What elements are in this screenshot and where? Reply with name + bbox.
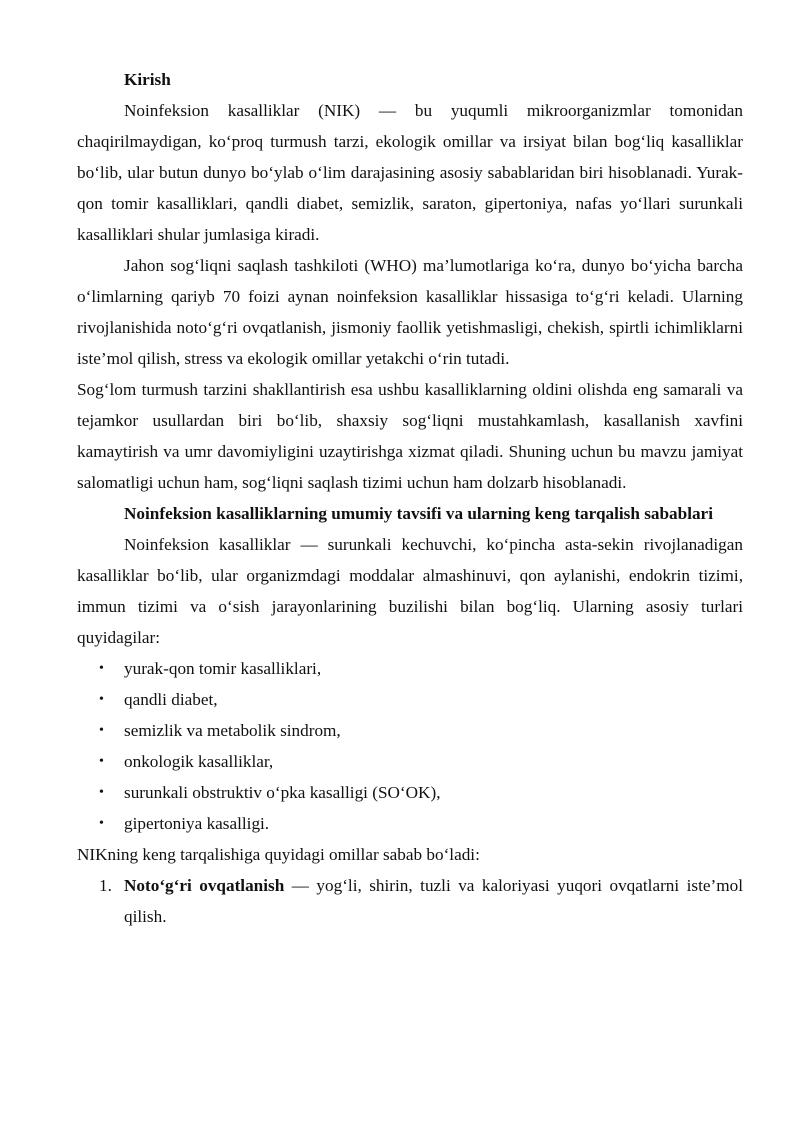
bullet-icon: • xyxy=(99,816,104,831)
item-text: — yog‘li, shirin, tuzli va kaloriyasi yuqori ovqatlarni iste’mol qilish. xyxy=(124,876,743,926)
list-item-text: qandli diabet, xyxy=(124,690,218,709)
bullet-icon: • xyxy=(99,692,104,707)
intro-heading: Kirish xyxy=(124,70,171,89)
intro-paragraph-1: Noinfeksion kasalliklar (NIK) — bu yuqumli mikroorganizmlar tomonidan chaqirilmaydigan, ko‘proq turmush tarzi, ekologik omillar va irsiyat bilan bog‘liq kasalliklar bo‘lib, ular butun dunyo bo‘ylab o‘lim darajasining asosiy sabablaridan biri hisoblanadi. Yurak-qon tomir kasalliklari, qandli diabet, semizlik, saraton, gipertoniya, nafas yo‘llari surunkali kasalliklari shular jumlasiga kiradi. xyxy=(77,101,743,244)
list-item xyxy=(77,684,743,715)
numbered-item xyxy=(77,870,743,932)
list-item xyxy=(77,777,743,808)
intro-paragraph-3: Sog‘lom turmush tarzini shakllantirish esa ushbu kasalliklarning oldini olishda eng samarali va tejamkor usullardan biri bo‘lib, shaxsiy sog‘liqni mustahkamlash, kasallanish xavfini kamaytirish va umr davomiyligini uzaytirishga xizmat qiladi. Shuning uchun bu mavzu jamiyat salomatligi uchun ham, sog‘liqni saqlash tizimi uchun ham dolzarb hisoblanadi. xyxy=(77,380,743,492)
item-number: 1. xyxy=(99,876,112,895)
causes-list xyxy=(77,870,743,932)
list-item xyxy=(77,653,743,684)
list-item-text: semizlik va metabolik sindrom, xyxy=(124,721,341,740)
list-item xyxy=(77,715,743,746)
section-heading: Noinfeksion kasalliklarning umumiy tavsifi va ularning keng tarqalish sabablari xyxy=(124,504,713,523)
bullet-icon: • xyxy=(99,723,104,738)
ncd-types-list xyxy=(77,653,743,839)
list-item-text: surunkali obstruktiv o‘pka kasalligi (SO‘OK), xyxy=(124,783,441,802)
bullet-icon: • xyxy=(99,661,104,676)
bullet-icon: • xyxy=(99,785,104,800)
bullet-icon: • xyxy=(99,754,104,769)
document-page xyxy=(77,64,743,932)
list-item xyxy=(77,808,743,839)
list-item-text: gipertoniya kasalligi. xyxy=(124,814,270,833)
list-item-text: yurak-qon tomir kasalliklari, xyxy=(124,659,322,678)
item-bold-term: Noto‘g‘ri ovqatlanish xyxy=(124,876,285,895)
section-paragraph-2: NIKning keng tarqalishiga quyidagi omillar sabab bo‘ladi: xyxy=(77,845,480,864)
section-paragraph-1: Noinfeksion kasalliklar — surunkali kechuvchi, ko‘pincha asta-sekin rivojlanadigan kasalliklar bo‘lib, ular organizmdagi moddalar almashinuvi, qon aylanishi, endokrin tizimi, immun tizimi va o‘sish jarayonlarining buzilishi bilan bog‘liq. Ularning asosiy turlari quyidagilar: xyxy=(77,535,743,647)
list-item xyxy=(77,746,743,777)
list-item-text: onkologik kasalliklar, xyxy=(124,752,274,771)
intro-paragraph-2: Jahon sog‘liqni saqlash tashkiloti (WHO) ma’lumotlariga ko‘ra, dunyo bo‘yicha barcha o‘limlarning qariyb 70 foizi aynan noinfeksion kasalliklar hissasiga to‘g‘ri keladi. Ularning rivojlanishida noto‘g‘ri ovqatlanish, jismoniy faollik yetishmasligi, chekish, spirtli ichimliklarni iste’mol qilish, stress va ekologik omillar yetakchi o‘rin tutadi. xyxy=(77,256,743,368)
